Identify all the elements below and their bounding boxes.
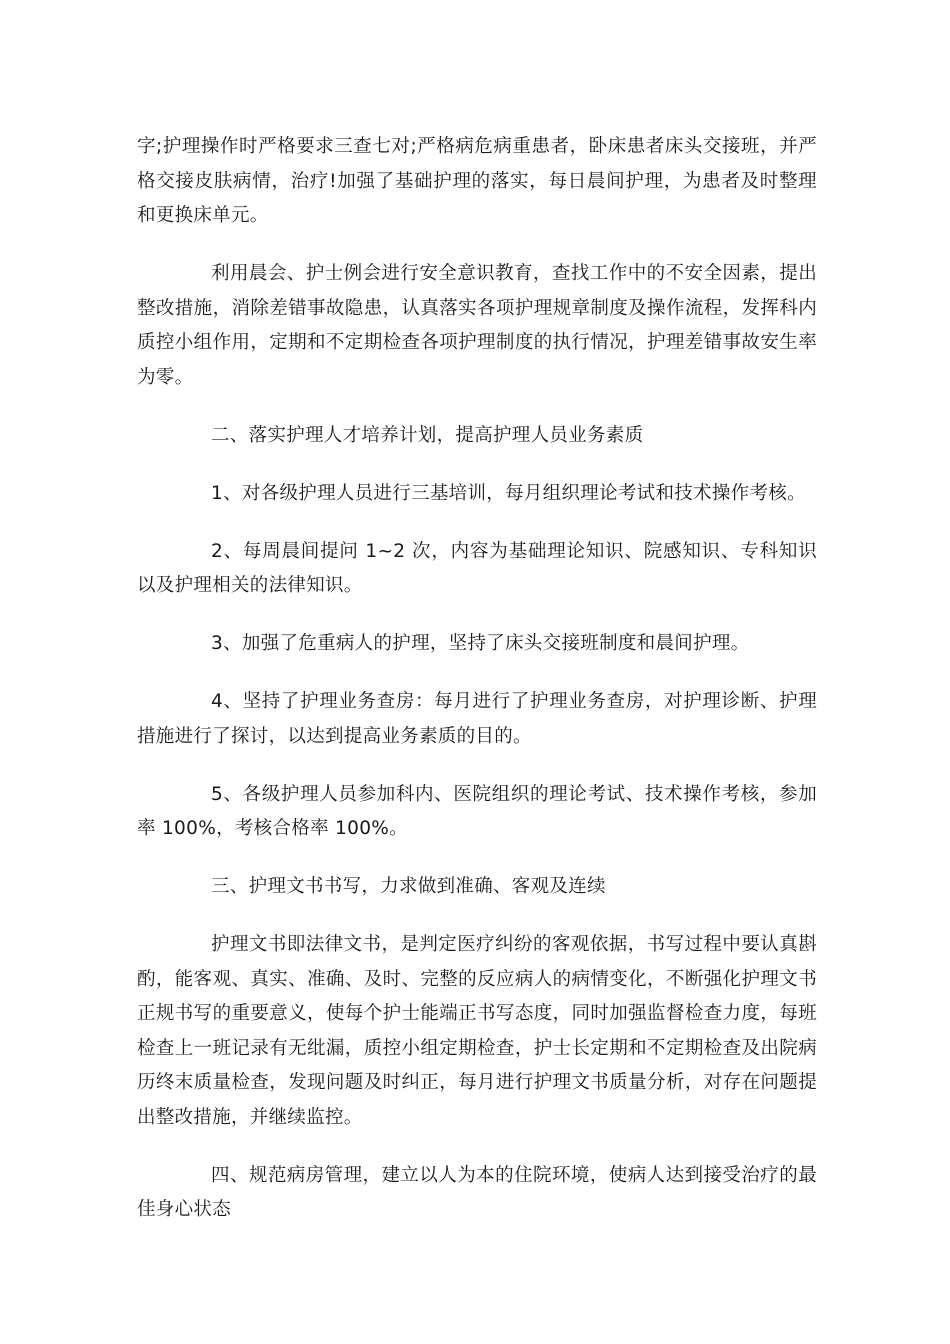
section-heading-2: 二、落实护理人才培养计划，提高护理人员业务素质 (211, 424, 644, 446)
paragraph-safety-education: 利用晨会、护士例会进行安全意识教育，查找工作中的不安全因素，提出整改措施，消除差错事故隐患，认真落实各项护理规章制度及操作流程，发挥科内质控小组作用，定期和不定期检查各项护理制度的执行情况，护理差错事故安生率为零。 (137, 263, 817, 388)
list-item-3: 3、加强了危重病人的护理，坚持了床头交接班制度和晨间护理。 (211, 633, 750, 654)
list-item-5: 5、各级护理人员参加科内、医院组织的理论考试、技术操作考核，参加率 100%，考核合格率 100%。 (137, 783, 817, 839)
document-body (137, 130, 817, 1251)
list-item-4: 4、坚持了护理业务查房：每月进行了护理业务查房，对护理诊断、护理措施进行了探讨，以达到提高业务素质的目的。 (137, 691, 817, 747)
list-item-1: 1、对各级护理人员进行三基培训，每月组织理论考试和技术操作考核。 (211, 482, 806, 504)
paragraph-nursing-documents: 护理文书即法律文书，是判定医疗纠纷的客观依据，书写过程中要认真斟酌，能客观、真实、准确、及时、完整的反应病人的病情变化，不断强化护理文书正规书写的重要意义，使每个护士能端正书写态度，同时加强监督检查力度，每班检查上一班记录有无纰漏，质控小组定期检查，护士长定期和不定期检查及出院病历终末质量检查，发现问题及时纠正，每月进行护理文书质量分析，对存在问题提出整改措施，并继续监控。 (137, 934, 817, 1128)
paragraph-continuation: 字;护理操作时严格要求三查七对;严格病危病重患者，卧床患者床头交接班，并严格交接皮肤病情，治疗!加强了基础护理的落实，每日晨间护理，为患者及时整理和更换床单元。 (137, 136, 817, 226)
list-item-2: 2、每周晨间提问 1~2 次，内容为基础理论知识、院感知识、专科知识以及护理相关的法律知识。 (137, 540, 817, 596)
section-heading-4: 四、规范病房管理，建立以人为本的住院环境，使病人达到接受治疗的最佳身心状态 (137, 1164, 817, 1220)
section-heading-3: 三、护理文书书写，力求做到准确、客观及连续 (211, 876, 606, 897)
